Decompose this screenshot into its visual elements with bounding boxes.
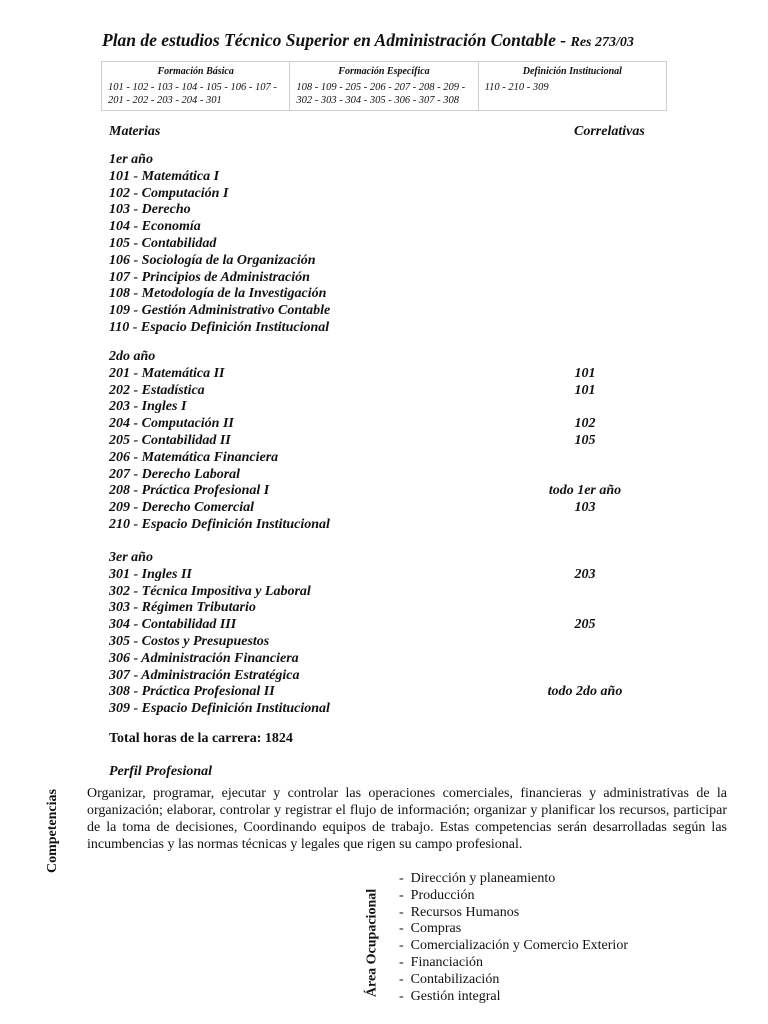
subject-row: 307 - Administración Estratégica: [109, 667, 300, 683]
plan-heading: Formación Básica: [157, 66, 234, 77]
plan-cell-especifica: [290, 62, 478, 111]
subject-row: 105 - Contabilidad: [109, 236, 217, 251]
subject-row: 107 - Principios de Administración: [109, 269, 310, 285]
correlativa-value: 105: [574, 433, 596, 448]
year-heading: 1er año: [109, 152, 153, 167]
plan-codes: 101 - 102 - 103 - 104 - 105 - 106 - 107 - 201 - 202 - 203 - 204 - 301: [108, 82, 277, 106]
subject-row: 201 - Matemática II: [109, 365, 225, 381]
plan-cell-basica: [102, 62, 290, 111]
subject-row: 302 - Técnica Impositiva y Laboral: [109, 583, 311, 599]
subject-row: 301 - Ingles II: [109, 566, 192, 582]
subject-row: 305 - Costos y Presupuestos: [109, 634, 270, 649]
subject-row: 309 - Espacio Definición Institucional: [109, 701, 330, 717]
area-item: - Dirección y planeamiento: [399, 871, 628, 888]
subject-row: 207 - Derecho Laboral: [109, 466, 241, 482]
subject-row: 108 - Metodología de la Investigación: [109, 286, 327, 302]
area-item: - Producción: [399, 888, 628, 905]
correlativa-value: 101: [574, 365, 596, 381]
subject-row: 308 - Práctica Profesional II: [109, 684, 275, 700]
area-item: - Compras: [399, 921, 628, 938]
competencias-text: Organizar, programar, ejecutar y controlar las operaciones comerciales, financieras y administrativas de la organización; elaborar, controlar y registrar el flujo de información; organizar y planificar los recursos, participar de la toma de decisiones, Coordinando equipos de trabajo. Estas competencias serán desarrolladas según las incumbencias y las normas técnicas y legales que rigen su campo profesional.: [87, 786, 727, 852]
subject-row: 103 - Derecho: [109, 202, 191, 218]
perfil-heading: Perfil Profesional: [109, 764, 213, 779]
year-heading: 2do año: [109, 349, 156, 364]
correlativa-value: 101: [574, 382, 596, 398]
subject-row: 306 - Administración Financiera: [109, 650, 299, 666]
area-item: - Recursos Humanos: [399, 905, 628, 922]
competencias-label: Competencias: [45, 789, 60, 873]
correlativa-value: todo 1er año: [548, 483, 622, 499]
correlativa-value: 102: [574, 416, 596, 432]
area-item: - Financiación: [399, 955, 628, 972]
area-ocupacional-list: [399, 871, 628, 1005]
subject-row: 204 - Computación II: [109, 416, 234, 432]
correlativas-header: Correlativas: [574, 124, 645, 139]
subject-row: 206 - Matemática Financiera: [109, 449, 279, 465]
page-title: [102, 30, 742, 51]
plan-codes: 108 - 109 - 205 - 206 - 207 - 208 - 209 - 302 - 303 - 304 - 305 - 306 - 307 - 308: [296, 82, 466, 106]
area-item: - Gestión integral: [399, 989, 628, 1006]
subject-row: 203 - Ingles I: [109, 399, 187, 415]
subject-row: 209 - Derecho Comercial: [109, 500, 255, 516]
year-heading: 3er año: [109, 550, 153, 565]
materias-header: Materias: [109, 124, 161, 139]
correlativa-value: todo 2do año: [547, 684, 623, 700]
area-item: - Comercialización y Comercio Exterior: [399, 938, 628, 955]
subject-row: 303 - Régimen Tributario: [109, 600, 256, 616]
title-resolution: Res 273/03: [570, 35, 634, 50]
title-main: Plan de estudios Técnico Superior en Administración Contable -: [102, 30, 567, 50]
subject-row: 101 - Matemática I: [109, 168, 220, 184]
subject-row: 208 - Práctica Profesional I: [109, 483, 270, 499]
correlativa-value: 203: [574, 566, 596, 582]
subject-row: 205 - Contabilidad II: [109, 433, 231, 448]
subject-row: 202 - Estadística: [109, 382, 205, 398]
correlativa-value: 205: [574, 617, 596, 633]
plan-cell-institucional: [478, 62, 666, 111]
area-ocupacional-label: Área Ocupacional: [364, 888, 380, 998]
plan-heading: Formación Específica: [338, 66, 430, 77]
plan-summary-table: [101, 61, 667, 111]
subject-row: 210 - Espacio Definición Institucional: [109, 517, 330, 532]
plan-codes: 110 - 210 - 309: [484, 82, 549, 93]
subject-row: 304 - Contabilidad III: [109, 617, 237, 633]
subject-row: 109 - Gestión Administrativo Contable: [109, 303, 331, 319]
subject-row: 110 - Espacio Definición Institucional: [109, 320, 330, 335]
total-hours: Total horas de la carrera: 1824: [109, 731, 293, 746]
correlativa-value: 103: [574, 500, 596, 516]
subject-row: 104 - Economía: [109, 219, 201, 235]
subject-row: 102 - Computación I: [109, 185, 229, 201]
area-item: - Contabilización: [399, 972, 628, 989]
plan-heading: Definición Institucional: [522, 66, 622, 77]
plan-summary-row: [102, 62, 667, 111]
subject-row: 106 - Sociología de la Organización: [109, 252, 316, 268]
